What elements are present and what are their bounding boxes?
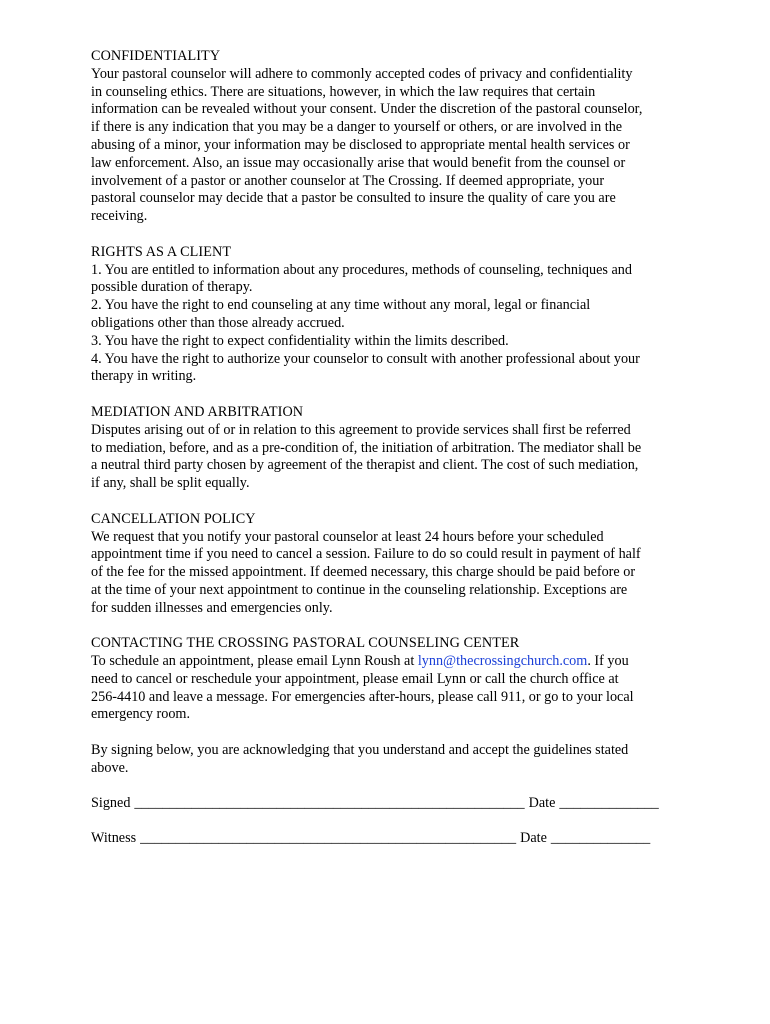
acknowledgement-line: above. (91, 759, 129, 776)
confidentiality-line: receiving. (91, 208, 148, 225)
rights-line: 1. You are entitled to information about any procedures, methods of counseling, techniques and (91, 261, 632, 278)
mediation-line: to mediation, before, and as a pre-condition of, the initiation of arbitration. The mediator shall be (91, 439, 642, 456)
mediation-line: if any, shall be split equally. (91, 475, 250, 492)
cancellation-line: of the fee for the missed appointment. If deemed necessary, this charge should be paid before or (91, 564, 636, 581)
contact-line: need to cancel or reschedule your appointment, please email Lynn or call the church office at (91, 670, 619, 687)
cancellation-line: at the time of your next appointment to continue in the counseling relationship. Exceptions are (91, 581, 628, 598)
acknowledgement-section (91, 742, 691, 778)
confidentiality-line: pastoral counselor may decide that a pastor be consulted to insure the quality of care you are (91, 190, 616, 207)
confidentiality-section (91, 48, 691, 226)
signed-line[interactable]: _______________________________________________________ (134, 795, 525, 812)
acknowledgement-line: By signing below, you are acknowledging that you understand and accept the guidelines stated (91, 742, 629, 759)
cancellation-line: We request that you notify your pastoral counselor at least 24 hours before your scheduled (91, 528, 604, 545)
signed-row (91, 795, 691, 813)
witness-label: Witness (91, 830, 137, 847)
contact-heading: CONTACTING THE CROSSING PASTORAL COUNSELING CENTER (91, 635, 520, 652)
mediation-line: a neutral third party chosen by agreement of the therapist and client. The cost of such mediation, (91, 457, 639, 474)
rights-line: 2. You have the right to end counseling at any time without any moral, legal or financial (91, 297, 591, 314)
rights-line: obligations other than those already accrued. (91, 314, 345, 331)
contact-line-suffix: . If you (587, 653, 629, 670)
signed-date-line[interactable]: ______________ (559, 795, 659, 812)
rights-line: 3. You have the right to expect confidentiality within the limits described. (91, 332, 509, 349)
contact-section (91, 635, 691, 724)
rights-heading: RIGHTS AS A CLIENT (91, 243, 232, 260)
witness-row (91, 830, 691, 848)
confidentiality-line: information can be revealed without your consent. Under the discretion of the pastoral counselor, (91, 101, 643, 118)
witness-line[interactable]: _____________________________________________________ (140, 830, 517, 847)
rights-line: therapy in writing. (91, 368, 197, 385)
email-link[interactable]: lynn@thecrossingchurch.com (417, 653, 588, 670)
cancellation-line: for sudden illnesses and emergencies only. (91, 599, 333, 616)
signature-section (91, 795, 691, 848)
document-page (91, 48, 691, 865)
mediation-heading: MEDIATION AND ARBITRATION (91, 403, 304, 420)
witness-date-label: Date (520, 830, 547, 847)
contact-line: 256-4410 and leave a message. For emergencies after-hours, please call 911, or go to your local (91, 688, 634, 705)
rights-line: possible duration of therapy. (91, 279, 253, 296)
confidentiality-heading: CONFIDENTIALITY (91, 48, 221, 64)
confidentiality-line: Your pastoral counselor will adhere to commonly accepted codes of privacy and confidentiality (91, 65, 633, 82)
rights-section (91, 244, 691, 386)
mediation-section (91, 404, 691, 493)
confidentiality-line: abusing of a minor, your information may be disclosed to appropriate mental health services or (91, 136, 630, 153)
cancellation-heading: CANCELLATION POLICY (91, 510, 256, 527)
witness-date-line[interactable]: ______________ (550, 830, 651, 847)
confidentiality-line: law enforcement. Also, an issue may occasionally arise that would benefit from the counsel or (91, 154, 626, 171)
contact-first-line (91, 653, 691, 671)
signed-label: Signed (91, 795, 131, 812)
cancellation-line: appointment time if you need to cancel a session. Failure to do so could result in payment of half (91, 546, 641, 563)
mediation-line: Disputes arising out of or in relation to this agreement to provide services shall first be referred (91, 421, 631, 438)
confidentiality-line: involvement of a pastor or another counselor at The Crossing. If deemed appropriate, your (91, 172, 605, 189)
rights-line: 4. You have the right to authorize your counselor to consult with another professional about your (91, 350, 640, 367)
signed-date-label: Date (528, 795, 556, 812)
confidentiality-line: if there is any indication that you may be a danger to yourself or others, or are involved in the (91, 119, 623, 136)
contact-line-prefix: To schedule an appointment, please email Lynn Roush at (91, 653, 418, 670)
confidentiality-line: in counseling ethics. There are situations, however, in which the law requires that certain (91, 83, 596, 100)
cancellation-section (91, 511, 691, 618)
contact-line: emergency room. (91, 706, 191, 723)
